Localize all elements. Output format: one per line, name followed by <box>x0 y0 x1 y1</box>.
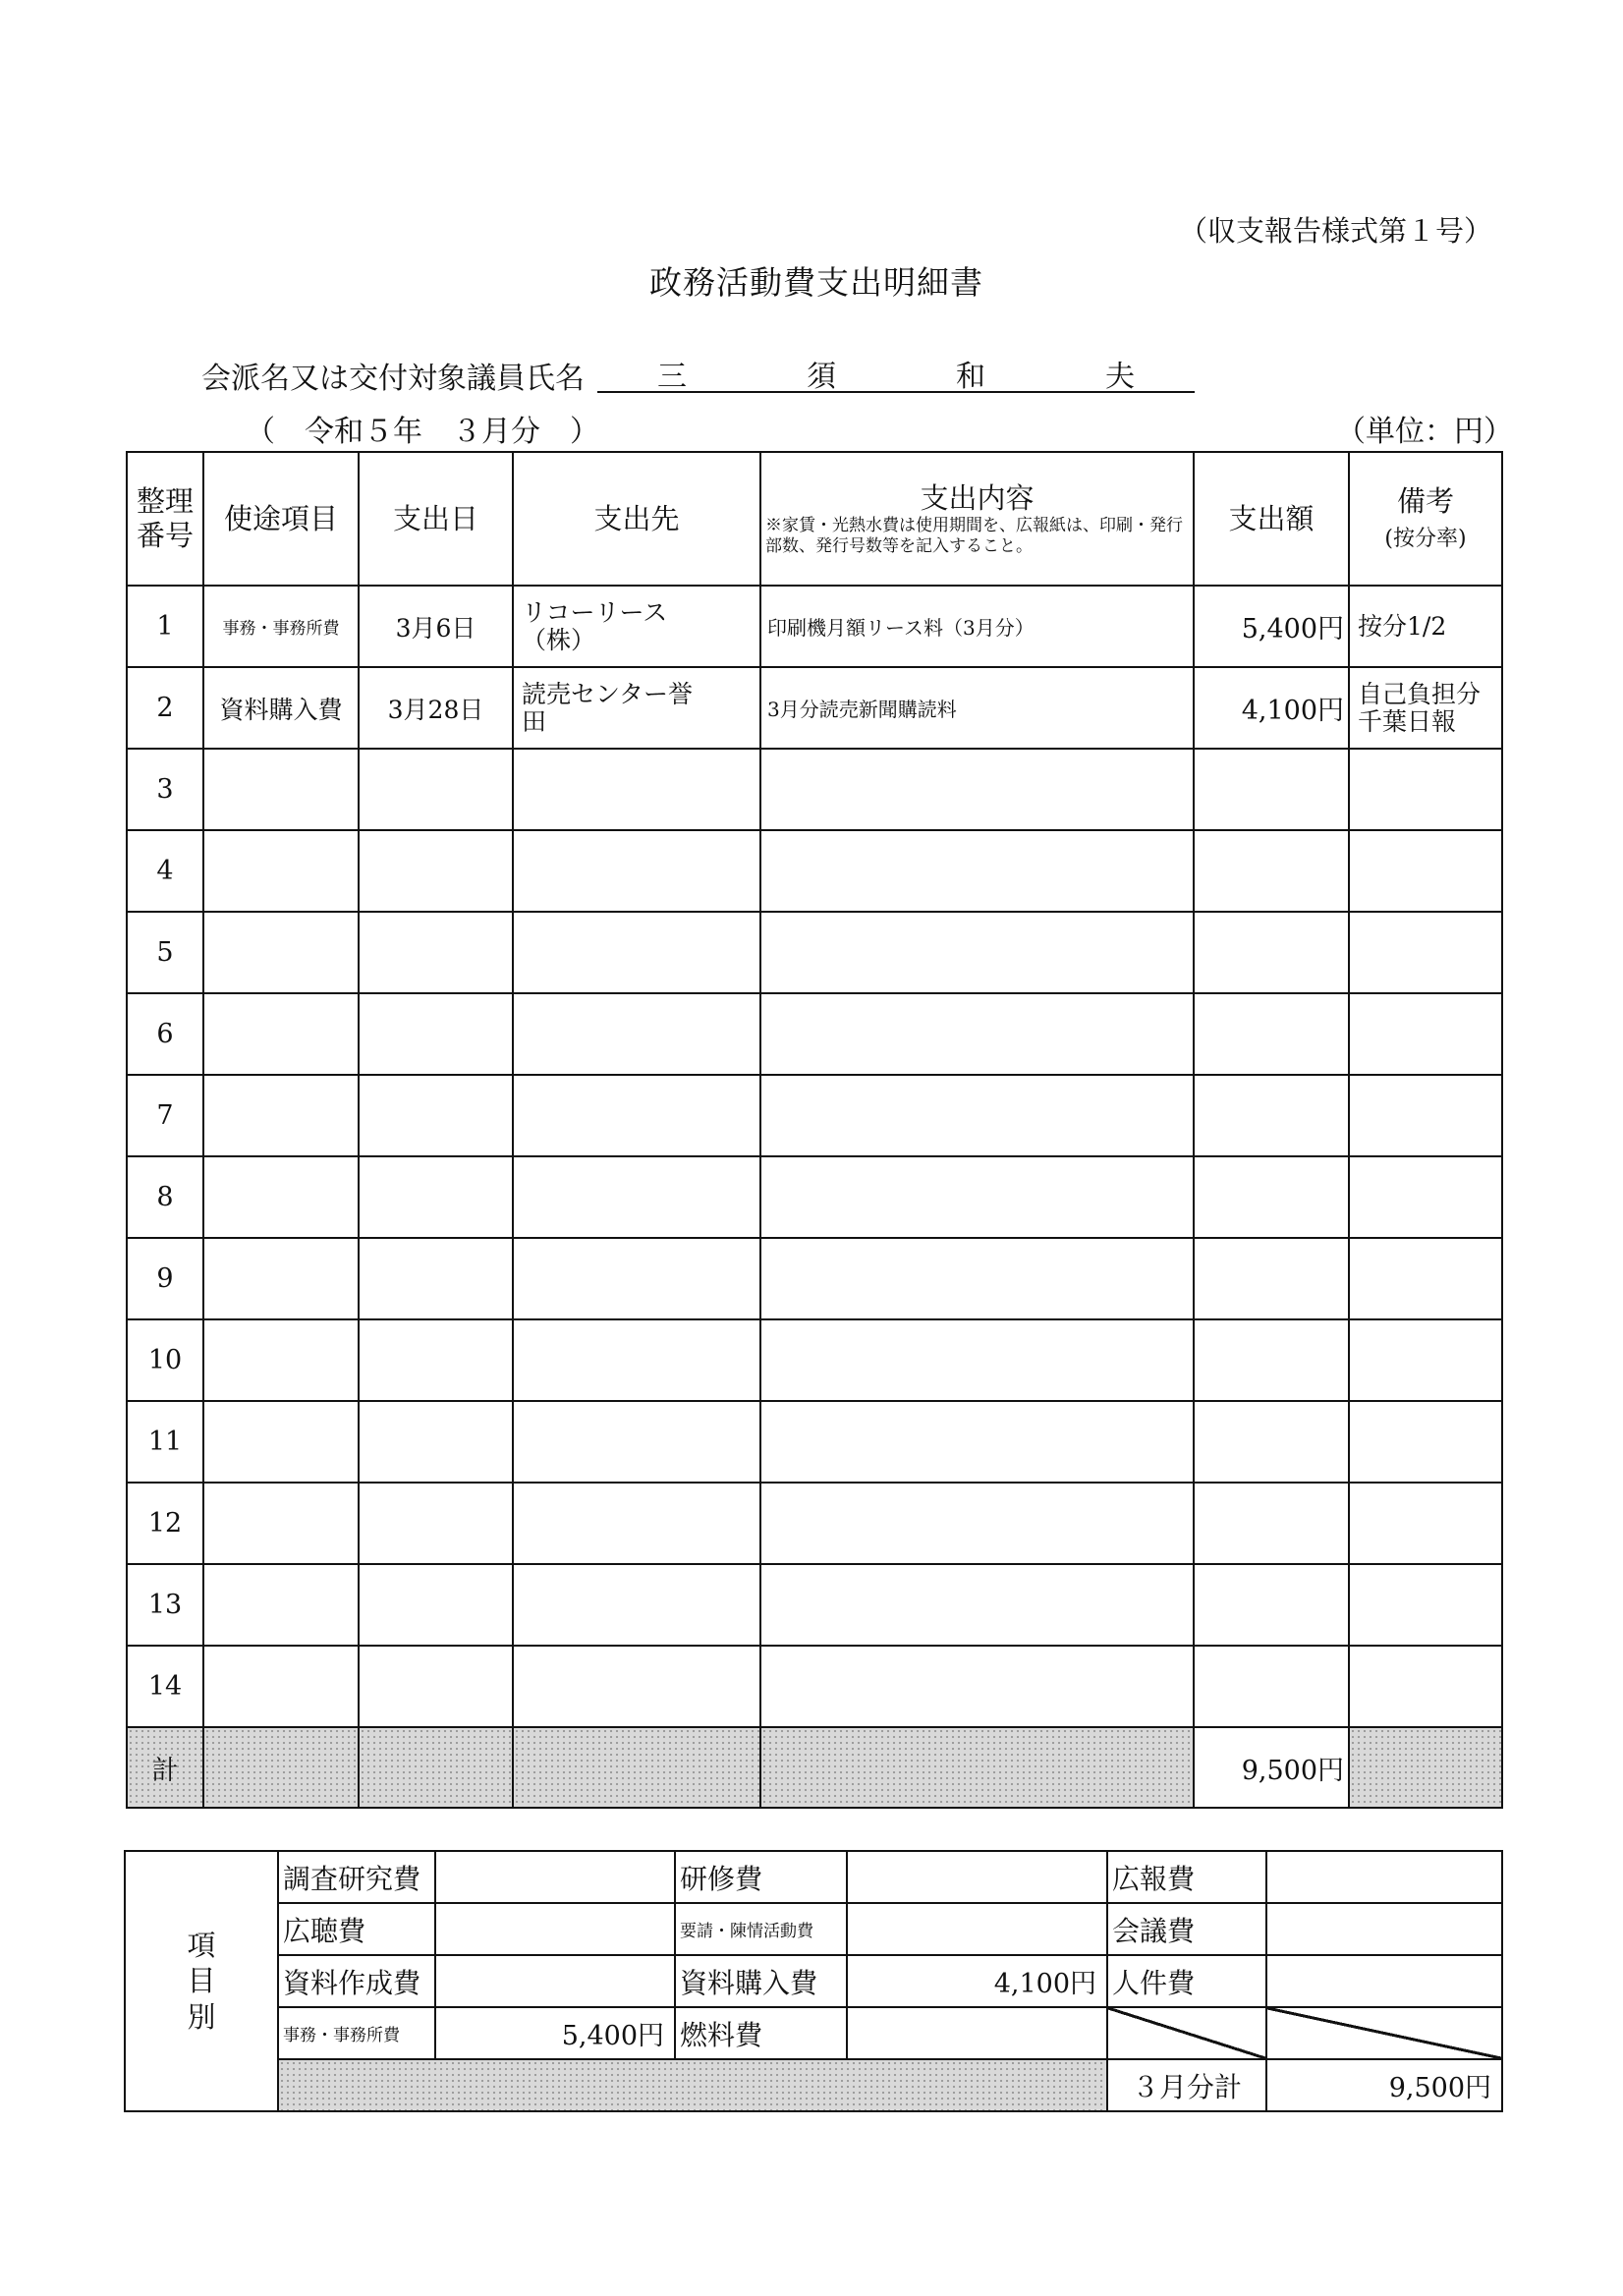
month-total-row <box>125 2059 1502 2111</box>
row-number: 8 <box>127 1156 203 1238</box>
category-label: 研修費 <box>675 1851 847 1903</box>
page-title: 政務活動費支出明細書 <box>649 263 983 302</box>
category-label: 広聴費 <box>278 1903 435 1955</box>
month-total-value: 9,500円 <box>1266 2059 1502 2111</box>
row-number: 5 <box>127 912 203 993</box>
crossed-out-cell <box>1266 2007 1502 2059</box>
shaded-cell <box>513 1727 760 1808</box>
total-label: 計 <box>127 1727 203 1808</box>
row-number: 12 <box>127 1483 203 1564</box>
category-value: 4,100円 <box>847 1955 1107 2007</box>
shaded-cell <box>760 1727 1194 1808</box>
category-value <box>1266 1955 1502 2007</box>
member-name-field <box>597 352 1195 393</box>
row-purpose: 資料購入費 <box>203 667 359 749</box>
category-value: 5,400円 <box>435 2007 675 2059</box>
category-row <box>125 1955 1502 2007</box>
category-value <box>435 1851 675 1903</box>
row-number: 13 <box>127 1564 203 1646</box>
row-remarks: 自己負担分 千葉日報 <box>1349 667 1502 749</box>
table-row <box>127 586 1502 667</box>
member-name-char: 三 <box>657 360 687 394</box>
table-header-row <box>127 452 1502 586</box>
shaded-cell <box>203 1727 359 1808</box>
row-number: 14 <box>127 1646 203 1727</box>
category-value <box>435 1903 675 1955</box>
shaded-cell <box>278 2059 1107 2111</box>
table-row <box>127 912 1502 993</box>
row-number: 1 <box>127 586 203 667</box>
row-number: 2 <box>127 667 203 749</box>
header-date: 支出日 <box>359 452 513 586</box>
category-value <box>1266 1903 1502 1955</box>
category-label: 資料購入費 <box>675 1955 847 2007</box>
report-period: （ 令和５年 ３月分 ） <box>246 415 599 449</box>
table-row <box>127 1075 1502 1156</box>
total-amount: 9,500円 <box>1194 1727 1349 1808</box>
shaded-cell <box>359 1727 513 1808</box>
row-purpose: 事務・事務所費 <box>203 586 359 667</box>
row-payee: 読売センター誉 田 <box>513 667 760 749</box>
member-name-char: 和 <box>956 360 985 394</box>
category-section-label: 項 目 別 <box>125 1851 278 2111</box>
category-label: 広報費 <box>1107 1851 1266 1903</box>
table-row <box>127 1319 1502 1401</box>
category-value <box>435 1955 675 2007</box>
row-remarks: 按分1/2 <box>1349 586 1502 667</box>
table-row <box>127 667 1502 749</box>
table-row <box>127 1156 1502 1238</box>
category-summary-table <box>124 1850 1503 2112</box>
row-payee: リコーリース （株） <box>513 586 760 667</box>
row-amount: 4,100円 <box>1194 667 1349 749</box>
table-row <box>127 993 1502 1075</box>
category-label: 事務・事務所費 <box>278 2007 435 2059</box>
table-row <box>127 749 1502 830</box>
category-row <box>125 1851 1502 1903</box>
table-row <box>127 830 1502 912</box>
category-label: 燃料費 <box>675 2007 847 2059</box>
header-amount: 支出額 <box>1194 452 1349 586</box>
table-row <box>127 1564 1502 1646</box>
row-content: 印刷機月額リース料（3月分） <box>760 586 1194 667</box>
category-label: 会議費 <box>1107 1903 1266 1955</box>
row-number: 6 <box>127 993 203 1075</box>
category-value <box>1266 1851 1502 1903</box>
member-name-char: 須 <box>807 360 836 394</box>
row-amount: 5,400円 <box>1194 586 1349 667</box>
row-number: 11 <box>127 1401 203 1483</box>
expense-detail-table <box>126 451 1503 1809</box>
header-content <box>760 452 1194 586</box>
category-label: 調査研究費 <box>278 1851 435 1903</box>
category-label: 資料作成費 <box>278 1955 435 2007</box>
header-number: 整理 番号 <box>127 452 203 586</box>
unit-label: （単位：円） <box>1336 415 1513 449</box>
crossed-out-cell <box>1107 2007 1266 2059</box>
header-purpose: 使途項目 <box>203 452 359 586</box>
form-number: （収支報告様式第１号） <box>1179 214 1493 248</box>
category-label: 要請・陳情活動費 <box>675 1903 847 1955</box>
row-number: 3 <box>127 749 203 830</box>
row-content: 3月分読売新聞購読料 <box>760 667 1194 749</box>
row-number: 7 <box>127 1075 203 1156</box>
table-row <box>127 1646 1502 1727</box>
shaded-cell <box>1349 1727 1502 1808</box>
table-row <box>127 1401 1502 1483</box>
table-row <box>127 1238 1502 1319</box>
month-total-label: ３月分計 <box>1107 2059 1266 2111</box>
category-label: 人件費 <box>1107 1955 1266 2007</box>
category-row <box>125 1903 1502 1955</box>
row-date: 3月6日 <box>359 586 513 667</box>
category-row <box>125 2007 1502 2059</box>
table-row <box>127 1483 1502 1564</box>
header-content-note: ※家賃・光熱水費は使用期間を、広報紙は、印刷・発行部数、発行号数等を記入すること。 <box>765 515 1183 557</box>
header-payee: 支出先 <box>513 452 760 586</box>
total-row <box>127 1727 1502 1808</box>
row-number: 4 <box>127 830 203 912</box>
member-name-label: 会派名又は交付対象議員氏名 <box>201 362 585 396</box>
member-name-char: 夫 <box>1105 360 1135 394</box>
category-value <box>847 2007 1107 2059</box>
category-value <box>847 1903 1107 1955</box>
row-date: 3月28日 <box>359 667 513 749</box>
category-value <box>847 1851 1107 1903</box>
header-content-title: 支出内容 <box>920 480 1035 515</box>
header-remarks: 備考 (按分率) <box>1349 452 1502 586</box>
row-number: 9 <box>127 1238 203 1319</box>
row-number: 10 <box>127 1319 203 1401</box>
